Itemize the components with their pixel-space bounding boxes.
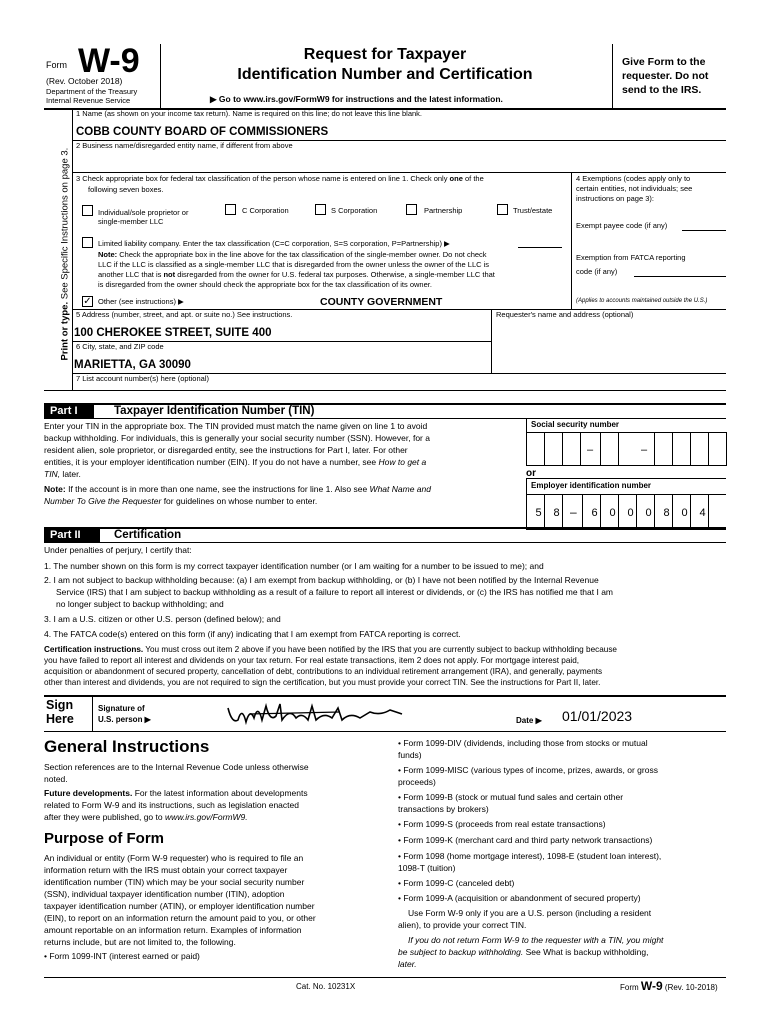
line5-label: 5 Address (number, street, and apt. or suite no.) See instructions.	[76, 310, 293, 319]
cert-2a: 2. I am not subject to backup withholding because: (a) I am exempt from backup withholding, or (b) I have not been notified by the Internal Revenue	[44, 575, 599, 585]
ein-digit-8: 0	[681, 507, 688, 519]
cert-2b: Service (IRS) that I am subject to backup withholding as a result of a failure to report all interest or dividends, or (c) the IRS has notified me that I am	[56, 587, 614, 597]
gi-future-1: Future developments. For the latest information about developments	[44, 788, 308, 798]
form-title-2: Identification Number and Certification	[237, 66, 533, 83]
ein-digit-9: 4	[699, 507, 706, 519]
part1-title: Taxpayer Identification Number (TIN)	[114, 405, 315, 417]
signature-label-2: U.S. person ▶	[98, 715, 151, 724]
llc-note-2: LLC if the LLC is classified as a single-member LLC that is disregarded from the owner unless the owner of the LLC is	[98, 260, 490, 269]
line1-name-field[interactable]: COBB COUNTY BOARD OF COMMISSIONERS	[76, 126, 329, 138]
ssn-input[interactable]	[527, 433, 725, 465]
ein-digit-3: 6	[591, 507, 598, 519]
line7-label: 7 List account number(s) here (optional)	[76, 374, 209, 383]
purpose-title: Purpose of Form	[44, 830, 165, 847]
label-individual: Individual/sole proprietor or	[98, 208, 189, 217]
line3-label-2: following seven boxes.	[88, 185, 164, 194]
llc-note-4: is disregarded from the owner should check the appropriate box for the tax classification of its owner.	[98, 280, 432, 289]
rc-10b: be subject to backup withholding. See What is backup withholding,	[398, 947, 649, 957]
rc-2b: proceeds)	[398, 777, 436, 787]
rc-4: • Form 1099-S (proceeds from real estate transactions)	[398, 819, 606, 829]
part1-p3: resident alien, sole proprietor, or disregarded entity, see the instructions for Part I, later. For other	[44, 445, 408, 455]
checkbox-other[interactable]: ✓	[83, 296, 92, 307]
label-c-corp: C Corporation	[242, 206, 289, 215]
purpose-5: taxpayer identification number (ATIN), or employer identification number	[44, 901, 315, 911]
rc-7: • Form 1099-C (canceled debt)	[398, 878, 515, 888]
part1-label: Part I	[44, 404, 94, 418]
gi-section-refs-1: Section references are to the Internal Revenue Code unless otherwise	[44, 762, 309, 772]
checkbox-partnership[interactable]	[406, 204, 417, 215]
print-or-type: Print or type.	[59, 301, 71, 361]
other-value-field[interactable]: COUNTY GOVERNMENT	[320, 296, 443, 308]
part1-note1: Note: If the account is in more than one name, see the instructions for line 1. Also see What Name and	[44, 484, 431, 494]
rc-1a: • Form 1099-DIV (dividends, including those from stocks or mutual	[398, 738, 648, 748]
rc-9b: alien), to provide your correct TIN.	[398, 920, 527, 930]
rc-5: • Form 1099-K (merchant card and third party network transactions)	[398, 835, 653, 845]
part2-title: Certification	[114, 529, 182, 541]
fatca-label: Exemption from FATCA reporting	[576, 253, 686, 262]
cert-4: 4. The FATCA code(s) entered on this form (if any) indicating that I am exempt from FATCA reporting is correct.	[44, 629, 461, 639]
general-instructions-title: General Instructions	[44, 737, 210, 756]
or-label: or	[526, 468, 536, 479]
purpose-7: amount reportable on an information return. Examples of information	[44, 925, 302, 935]
cert-3: 3. I am a U.S. citizen or other U.S. person (defined below); and	[44, 614, 281, 624]
rc-6a: • Form 1098 (home mortgage interest), 1098-E (student loan interest),	[398, 851, 662, 861]
rc-2a: • Form 1099-MISC (various types of income, prizes, awards, or gross	[398, 765, 658, 775]
line1-label: 1 Name (as shown on your income tax return). Name is required on this line; do not leave this line blank.	[76, 109, 423, 118]
checkbox-individual[interactable]	[82, 205, 93, 216]
line6-city-field[interactable]: MARIETTA, GA 30090	[74, 359, 191, 371]
rc-6b: 1098-T (tuition)	[398, 863, 456, 873]
line2-label: 2 Business name/disregarded entity name, if different from above	[76, 141, 293, 150]
rc-3b: transactions by brokers)	[398, 804, 489, 814]
cert-2c: no longer subject to backup withholding; and	[56, 599, 224, 609]
ein-digit-7: 8	[663, 507, 670, 519]
purpose-6: (EIN), to report on an information return the amount paid to you, or other	[44, 913, 316, 923]
checkbox-llc[interactable]	[82, 237, 93, 248]
label-other: Other (see instructions) ▶	[98, 297, 184, 306]
cert-instr-4: other than interest and dividends, you are not required to sign the certification, but you must provide your correct TIN. See the instructions for Part II, later.	[44, 678, 601, 687]
label-individual-2: single-member LLC	[98, 217, 164, 226]
rc-3a: • Form 1099-B (stock or mutual fund sales and certain other	[398, 792, 624, 802]
exempt-payee-label: Exempt payee code (if any)	[576, 221, 668, 230]
footer-form: Form W-9 (Rev. 10-2018)	[620, 979, 718, 993]
ein-digit-1: 5	[535, 507, 542, 519]
label-partnership: Partnership	[424, 206, 463, 215]
ein-dash: –	[570, 505, 577, 519]
label-trust: Trust/estate	[513, 206, 553, 215]
form-title-1: Request for Taxpayer	[303, 46, 467, 63]
gi-future-2: related to Form W-9 and its instructions, such as legislation enacted	[44, 800, 299, 810]
rc-10a: If you do not return Form W-9 to the requester with a TIN, you might	[408, 935, 664, 945]
ein-digit-6: 0	[645, 507, 652, 519]
rc-10d: later.	[398, 959, 417, 969]
rc-9a: Use Form W-9 only if you are a U.S. person (including a resident	[408, 908, 652, 918]
part1-p5: TIN, later.	[44, 469, 81, 479]
exemptions-title-3: instructions on page 3):	[576, 194, 654, 203]
cert-instr-1: Certification instructions. You must cross out item 2 above if you have been notified by the IRS that you are currently subject to backup withholding because	[44, 645, 617, 654]
see-specific: See Specific Instructions on page 3.	[59, 147, 71, 300]
cert-1: 1. The number shown on this form is my correct taxpayer identification number (or I am waiting for a number to be issued to me); and	[44, 561, 544, 571]
ssn-dash-1: –	[587, 444, 594, 456]
label-llc: Limited liability company. Enter the tax classification (C=C corporation, S=S corporation, P=Partnership) ▶	[98, 239, 450, 248]
cert-instr-2: you have failed to report all interest and dividends on your tax return. For real estate transactions, item 2 does not apply. For mortgage interest paid,	[44, 656, 580, 665]
exemptions-title: 4 Exemptions (codes apply only to	[576, 174, 691, 183]
rc-8: • Form 1099-A (acquisition or abandonment of secured property)	[398, 893, 641, 903]
label-s-corp: S Corporation	[331, 206, 378, 215]
purpose-1: An individual or entity (Form W-9 requester) who is required to file an	[44, 853, 304, 863]
dept-line1: Department of the Treasury	[46, 87, 138, 96]
purpose-9: • Form 1099-INT (interest earned or paid)	[44, 951, 200, 961]
requester-label: Requester's name and address (optional)	[496, 310, 634, 319]
fatca-label-2: code (if any)	[576, 267, 618, 276]
gi-section-refs-2: noted.	[44, 774, 68, 784]
purpose-3: identification number (TIN) which may be your social security number	[44, 877, 305, 887]
llc-note-1: Note: Check the appropriate box in the line above for the tax classification of the single-member owner. Do not check	[98, 250, 487, 259]
part1-p1: Enter your TIN in the appropriate box. The TIN provided must match the name given on line 1 to avoid	[44, 421, 428, 431]
form-word: Form	[46, 60, 67, 70]
date-field[interactable]: 01/01/2023	[562, 708, 633, 724]
llc-note-3: another LLC that is not disregarded from the owner for U.S. federal tax purposes. Otherwise, a single-member LLC that	[98, 270, 495, 279]
ssn-label: Social security number	[531, 420, 620, 429]
exemptions-title-2: certain entities, not individuals; see	[576, 184, 693, 193]
dept-line2: Internal Revenue Service	[46, 96, 131, 105]
ein-digit-2: 8	[553, 507, 560, 519]
date-label: Date ▶	[516, 716, 542, 725]
purpose-8: returns include, but are not limited to, the following.	[44, 937, 236, 947]
under-penalties: Under penalties of perjury, I certify that:	[44, 545, 192, 555]
part1-note2: Number To Give the Requester for guidelines on whose number to enter.	[44, 496, 318, 506]
checkbox-c-corp[interactable]	[225, 204, 236, 215]
give-form-3: send to the IRS.	[622, 84, 702, 96]
purpose-2: information return with the IRS must obtain your correct taxpayer	[44, 865, 288, 875]
rc-1b: funds)	[398, 750, 422, 760]
checkbox-s-corp[interactable]	[315, 204, 326, 215]
ein-digit-5: 0	[627, 507, 634, 519]
part1-p2: backup withholding. For individuals, this is generally your social security number (SSN). However, for a	[44, 433, 430, 443]
part1-p4: entities, it is your employer identification number (EIN). If you do not have a number, see How to get a	[44, 457, 427, 467]
signature-label-1: Signature of	[98, 704, 145, 713]
catalog-number: Cat. No. 10231X	[296, 982, 356, 991]
give-form-2: requester. Do not	[622, 70, 709, 82]
line5-address-field[interactable]: 100 CHEROKEE STREET, SUITE 400	[74, 327, 272, 339]
ein-digit-4: 0	[609, 507, 616, 519]
line3-label: 3 Check appropriate box for federal tax classification of the person whose name is entered on line 1. Check only one of the	[76, 174, 484, 183]
gi-future-3: after they were published, go to www.irs.gov/FormW9.	[44, 812, 248, 822]
here-label: Here	[46, 712, 74, 726]
goto-instructions: ▶ Go to www.irs.gov/FormW9 for instructions and the latest information.	[210, 94, 503, 104]
checkbox-trust[interactable]	[497, 204, 508, 215]
give-form-1: Give Form to the	[622, 56, 706, 68]
rev-date: (Rev. October 2018)	[46, 76, 123, 86]
ssn-dash-2: –	[641, 444, 648, 456]
ein-label: Employer identification number	[531, 481, 652, 490]
purpose-4: (SSN), individual taxpayer identification number (ITIN), adoption	[44, 889, 285, 899]
fatca-applies: (Applies to accounts maintained outside the U.S.)	[576, 298, 708, 304]
form-name: W-9	[78, 42, 140, 80]
part2-label: Part II	[44, 528, 100, 542]
sign-label: Sign	[46, 698, 74, 712]
line6-label: 6 City, state, and ZIP code	[76, 342, 164, 351]
cert-instr-3: acquisition or abandonment of secured property, cancellation of debt, contributions to an individual retirement arrangement (IRA), and generally, payments	[44, 667, 603, 676]
side-instructions	[60, 111, 71, 361]
signature-field[interactable]	[220, 698, 420, 730]
